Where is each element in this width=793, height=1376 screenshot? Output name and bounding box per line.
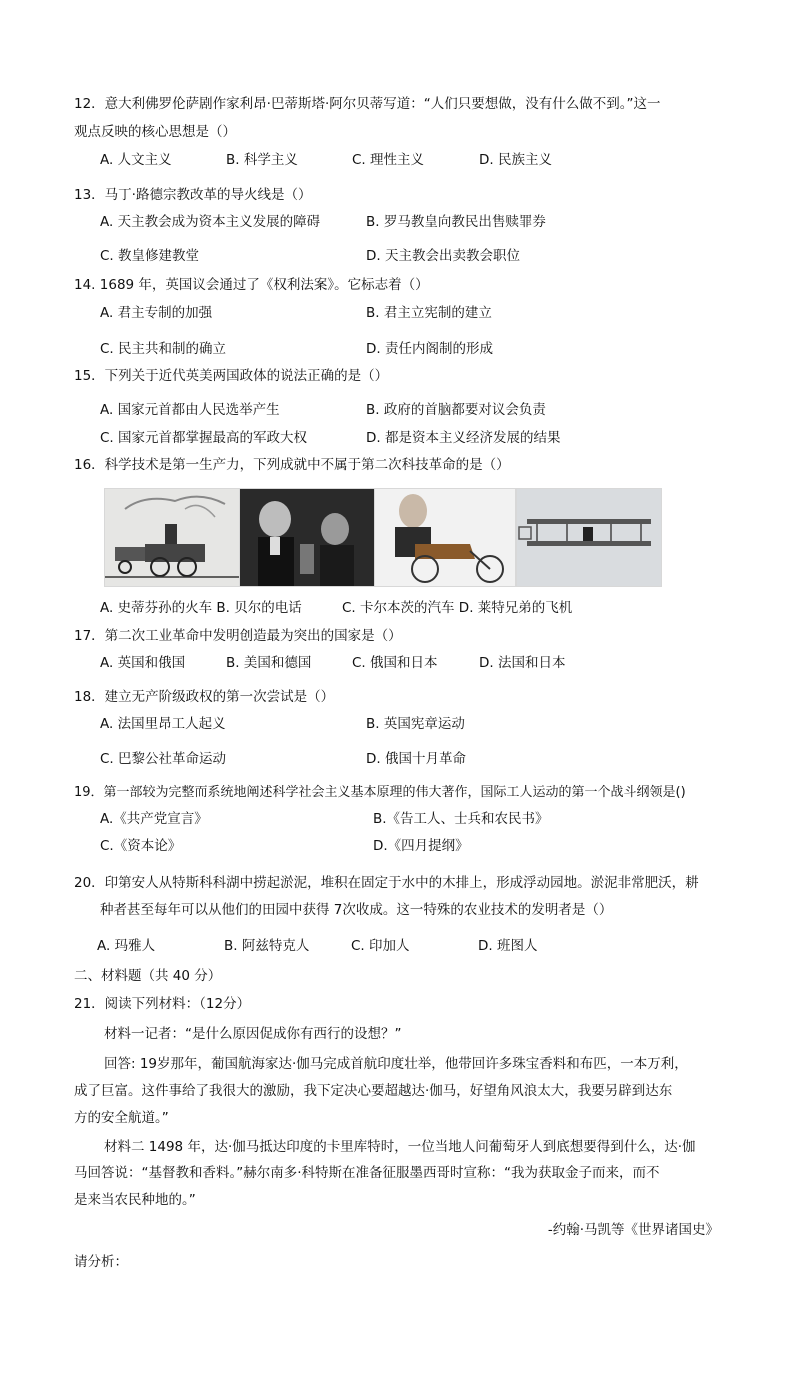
q19-option-d: D.《四月提纲》 — [373, 838, 469, 854]
telephone-image — [239, 488, 375, 587]
q20-option-d: D. 班图人 — [478, 938, 538, 954]
q18-option-c: C. 巴黎公社革命运动 — [100, 751, 227, 767]
section-heading: 二、材料题（共 40 分） — [74, 968, 222, 984]
q20-option-c: C. 印加人 — [351, 938, 410, 954]
q12-option-b: B. 科学主义 — [226, 152, 298, 168]
q13-option-d: D. 天主教会出卖教会职位 — [366, 248, 520, 264]
q15-option-a: A. 国家元首都由人民选举产生 — [100, 402, 280, 418]
q20-option-b: B. 阿兹特克人 — [224, 938, 310, 954]
q19-option-a: A.《共产党宣言》 — [100, 811, 208, 827]
q17-stem: 17．第二次工业革命中发明创造最为突出的国家是（） — [74, 628, 402, 644]
q12-stem-line2: 观点反映的核心思想是（） — [74, 124, 236, 140]
q17-option-c: C. 俄国和日本 — [352, 655, 438, 671]
q14-stem: 14. 1689 年，英国议会通过了《权利法案》。它标志着（） — [74, 277, 429, 293]
q21-stem: 21．阅读下列材料：（12分） — [74, 996, 251, 1012]
q18-option-d: D. 俄国十月革命 — [366, 751, 466, 767]
material2-line2: 马回答说：“基督教和香料。”赫尔南多·科特斯在准备征服墨西哥时宣称：“我为获取金子而来，而不 — [74, 1165, 660, 1181]
material1-line4: 方的安全航道。” — [74, 1110, 169, 1126]
q17-option-d: D. 法国和日本 — [479, 655, 566, 671]
q20-stem-line1: 20．印第安人从特斯科科湖中捞起淤泥，堆积在固定于水中的木排上，形成浮动园地。淤泥非常肥沃，耕 — [74, 875, 699, 891]
q15-stem: 15．下列关于近代英美两国政体的说法正确的是（） — [74, 368, 389, 384]
q13-option-c: C. 教皇修建教堂 — [100, 248, 200, 264]
q15-option-b: B. 政府的首脑都要对议会负责 — [366, 402, 546, 418]
q14-option-a: A. 君主专制的加强 — [100, 305, 213, 321]
material2-line1: 材料二 1498 年，达·伽马抵达印度的卡里库特时，一位当地人问葡萄牙人到底想要得到什么，达·伽 — [104, 1139, 696, 1155]
q13-option-a: A. 天主教会成为资本主义发展的障碍 — [100, 214, 321, 230]
q18-stem: 18．建立无产阶级政权的第一次尝试是（） — [74, 689, 335, 705]
wright-flyer-photo — [517, 489, 661, 586]
q18-option-a: A. 法国里昂工人起义 — [100, 716, 226, 732]
q17-option-a: A. 英国和俄国 — [100, 655, 186, 671]
car-image — [374, 488, 516, 587]
q12-option-d: D. 民族主义 — [479, 152, 552, 168]
q14-option-c: C. 民主共和制的确立 — [100, 341, 227, 357]
q18-option-b: B. 英国宪章运动 — [366, 716, 465, 732]
q20-stem-line2: 种者甚至每年可以从他们的田园中获得 7次收成。这一特殊的农业技术的发明者是（） — [100, 902, 613, 918]
material-source: -约翰·马凯等《世界诸国史》 — [547, 1222, 719, 1238]
q12-option-a: A. 人文主义 — [100, 152, 172, 168]
q15-option-d: D. 都是资本主义经济发展的结果 — [366, 430, 561, 446]
benz-car-photo — [375, 489, 515, 586]
q20-option-a: A. 玛雅人 — [97, 938, 156, 954]
q19-stem: 19．第一部较为完整而系统地阐述科学社会主义基本原理的伟大著作，国际工人运动的第一个战斗纲领是() — [74, 785, 686, 800]
q17-option-b: B. 美国和德国 — [226, 655, 312, 671]
airplane-image — [516, 488, 662, 587]
q16-options-cd: C. 卡尔本茨的汽车 D. 莱特兄弟的飞机 — [342, 600, 573, 616]
q12-stem-line1: 12．意大利佛罗伦萨剧作家利昂·巴蒂斯塔·阿尔贝蒂写道：“人们只要想做，没有什么做不到。”这一 — [74, 96, 661, 112]
material1-line3: 成了巨富。这件事给了我很大的激励，我下定决心要超越达·伽马，好望角风浪太大，我要另辟到达东 — [74, 1083, 673, 1099]
steam-locomotive-drawing — [105, 489, 239, 586]
q19-option-b: B.《告工人、士兵和农民书》 — [373, 811, 549, 827]
material1-line1: 材料一记者：“是什么原因促成你有西行的设想？” — [104, 1026, 402, 1042]
q13-option-b: B. 罗马教皇向教民出售赎罪券 — [366, 214, 546, 230]
q19-option-c: C.《资本论》 — [100, 838, 182, 854]
q14-option-d: D. 责任内阁制的形成 — [366, 341, 493, 357]
q16-stem: 16．科学技术是第一生产力，下列成就中不属于第二次科技革命的是（） — [74, 457, 510, 473]
analyze-prompt: 请分析： — [74, 1254, 128, 1270]
q14-option-b: B. 君主立宪制的建立 — [366, 305, 492, 321]
bell-telephone-photo — [240, 489, 374, 586]
material1-line2: 回答: 19岁那年，葡国航海家达·伽马完成首航印度壮举，他带回许多珠宝香料和布匹，一本万利， — [104, 1056, 688, 1072]
q13-stem: 13．马丁·路德宗教改革的导火线是（） — [74, 187, 312, 203]
q16-options-ab: A. 史蒂芬孙的火车 B. 贝尔的电话 — [100, 600, 302, 616]
q15-option-c: C. 国家元首都掌握最高的军政大权 — [100, 430, 308, 446]
train-image — [104, 488, 240, 587]
material2-line3: 是来当农民种地的。” — [74, 1192, 196, 1208]
q12-option-c: C. 理性主义 — [352, 152, 425, 168]
